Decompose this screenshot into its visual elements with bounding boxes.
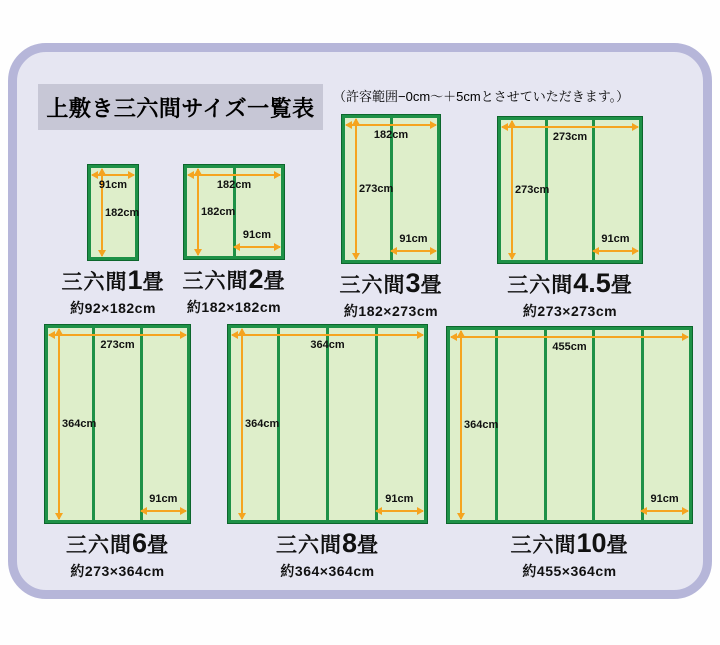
diagram-size: 約273×364cm (70, 562, 165, 579)
diagram-name: 三六間6畳 (65, 528, 170, 558)
width-label: 364cm (310, 339, 345, 351)
height-arrow (58, 329, 60, 519)
mat-width-label: 91cm (149, 493, 178, 505)
width-arrow (502, 126, 638, 128)
diagram-name: 三六間2畳 (182, 264, 286, 294)
mat-width-arrow (234, 246, 280, 248)
height-label: 364cm (62, 418, 97, 430)
tatami-mat (592, 330, 640, 520)
diagram-name: 三六間3畳 (339, 268, 443, 298)
height-arrow (355, 119, 357, 259)
tatami-mat (544, 330, 592, 520)
width-label: 91cm (98, 179, 128, 191)
tatami-mat (495, 330, 543, 520)
diagram-caption (339, 269, 442, 321)
diagram-name: 三六間10畳 (510, 528, 629, 558)
tatami-mat (277, 328, 326, 520)
diagram-36ken-1jo (61, 165, 165, 316)
height-label: 364cm (464, 419, 499, 431)
height-label: 273cm (359, 183, 394, 195)
tatami-mat (641, 330, 689, 520)
diagram-caption (61, 266, 164, 318)
diagram-caption (507, 269, 633, 321)
width-label: 273cm (100, 339, 135, 351)
diagram-size: 約273×273cm (522, 302, 618, 319)
height-label: 182cm (201, 206, 236, 218)
mat-width-arrow (641, 510, 688, 512)
height-arrow (511, 121, 513, 259)
width-label: 182cm (216, 179, 252, 191)
diagram-36ken-10jo (447, 327, 692, 579)
width-label: 455cm (552, 341, 587, 353)
tatami-mat (92, 328, 139, 520)
diagram-size: 約364×364cm (280, 562, 375, 579)
tolerance-note: （許容範囲−0cm〜＋5cmとさせていただきます。） (333, 89, 630, 104)
diagram-size: 約92×182cm (70, 299, 156, 316)
diagram-36ken-3jo (339, 115, 443, 319)
mat-width-arrow (391, 250, 436, 252)
diagram-36ken-6jo (45, 325, 190, 579)
diagram-caption (66, 529, 169, 581)
diagram-name: 三六間8畳 (275, 528, 380, 558)
height-arrow (197, 169, 199, 255)
diagram-caption (276, 529, 379, 581)
width-arrow (451, 336, 688, 338)
diagram-size: 約455×364cm (522, 562, 617, 579)
tatami-mat (326, 328, 375, 520)
diagram-caption (510, 529, 628, 581)
tatami-mat (375, 328, 424, 520)
height-label: 273cm (515, 184, 550, 196)
diagram-size: 約182×182cm (186, 298, 282, 315)
mat-width-arrow (376, 510, 423, 512)
diagram-size: 約182×273cm (343, 302, 439, 319)
mat-width-label: 91cm (601, 233, 630, 245)
mat-width-arrow (141, 510, 186, 512)
mat-width-label: 91cm (385, 493, 414, 505)
mat-width-label: 91cm (242, 229, 272, 241)
height-label: 182cm (105, 206, 140, 219)
mat-width-label: 91cm (650, 493, 679, 505)
height-label: 364cm (245, 418, 280, 430)
diagram-36ken-4-5jo (498, 117, 642, 319)
mat-width-label: 91cm (399, 233, 428, 245)
diagram-name: 三六間1畳 (61, 265, 165, 295)
width-arrow (232, 334, 423, 336)
width-label: 273cm (552, 131, 588, 143)
tatami-mat (140, 328, 187, 520)
diagram-name: 三六間4.5畳 (507, 268, 633, 298)
width-arrow (49, 334, 186, 336)
diagram-36ken-2jo (182, 165, 286, 315)
height-arrow (460, 331, 462, 519)
page-title: 上敷き三六間サイズ一覧表 (38, 84, 323, 130)
diagram-36ken-8jo (228, 325, 427, 579)
mat-width-arrow (593, 250, 638, 252)
diagram-caption (182, 265, 285, 317)
width-label: 182cm (373, 129, 409, 141)
height-arrow (241, 329, 243, 519)
